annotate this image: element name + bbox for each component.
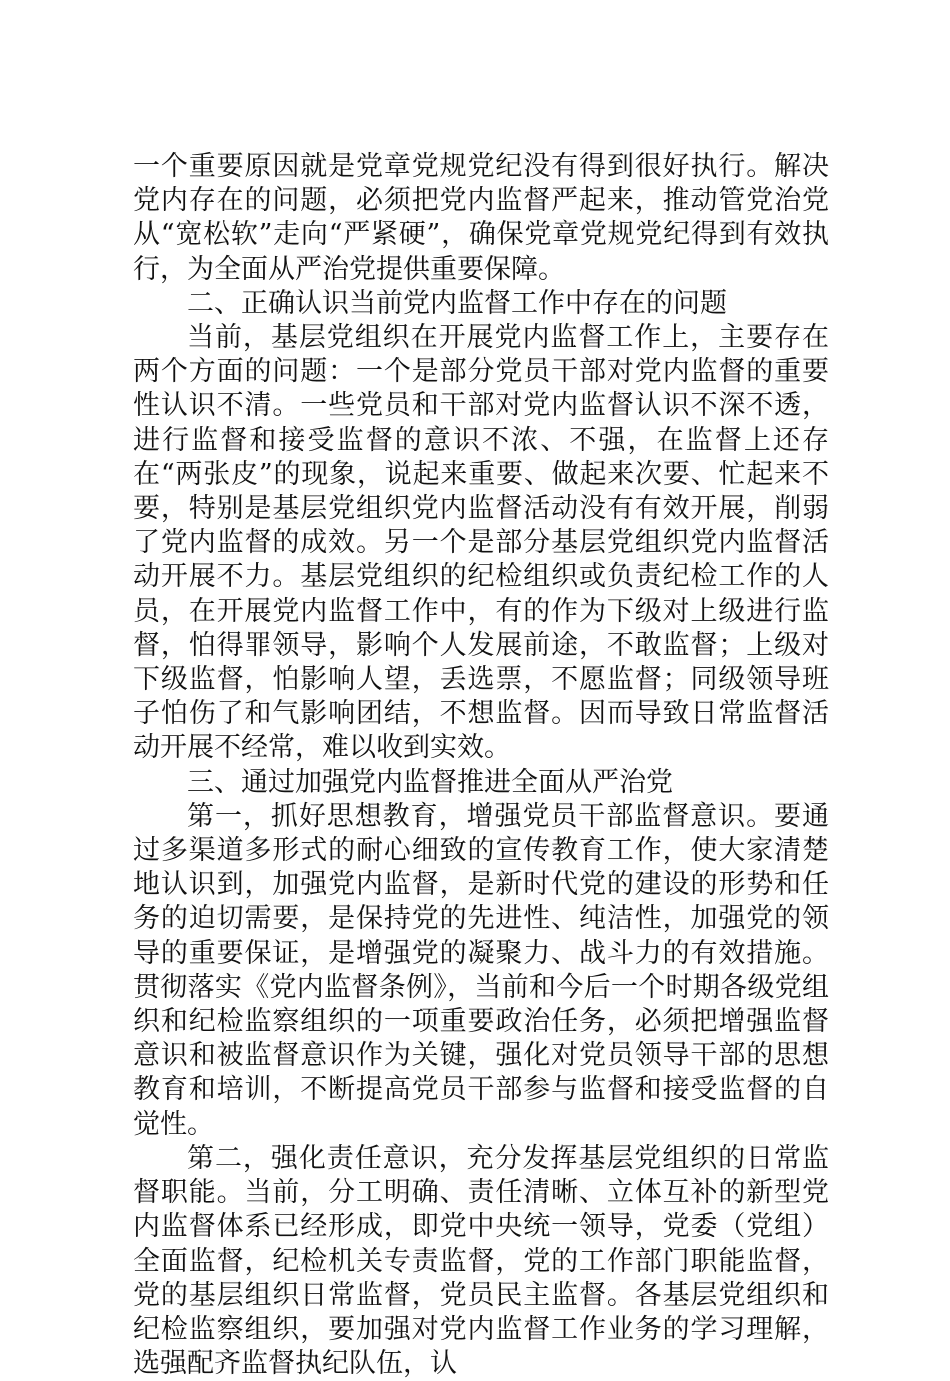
section-heading-3: 三、通过加强党内监督推进全面从严治党 xyxy=(187,766,673,798)
paragraph-second-measure: 第二，强化责任意识，充分发挥基层党组织的日常监督职能。当前，分工明确、责任清晰、立体互补的新型党内监督体系已经形成，即党中央统一领导，党委（党组）全面监督，纪检机关专责监督，党的工作部门职能监督，党的基层组织日常监督，党员民主监督。各基层党组织和纪检监察组织，要加强对党内监督工作业务的学习理解，选强配齐监督执纪队伍，认 xyxy=(133,1142,829,1380)
document-body xyxy=(133,150,829,1381)
section-heading-2: 二、正确认识当前党内监督工作中存在的问题 xyxy=(187,287,727,319)
paragraph-continuation: 一个重要原因就是党章党规党纪没有得到很好执行。解决党内存在的问题，必须把党内监督严起来，推动管党治党从“宽松软”走向“严紧硬”，确保党章党规党纪得到有效执行，为全面从严治党提供重要保障。 xyxy=(133,151,829,285)
paragraph-first-measure: 第一，抓好思想教育，增强党员干部监督意识。要通过多渠道多形式的耐心细致的宣传教育工作，使大家清楚地认识到，加强党内监督，是新时代党的建设的形势和任务的迫切需要，是保持党的先进性、纯洁性，加强党的领导的重要保证，是增强党的凝聚力、战斗力的有效措施。贯彻落实《党内监督条例》，当前和今后一个时期各级党组织和纪检监察组织的一项重要政治任务，必须把增强监督意识和被监督意识作为关键，强化对党员领导干部的思想教育和培训，不断提高党员干部参与监督和接受监督的自觉性。 xyxy=(133,800,829,1140)
paragraph-current-problems: 当前，基层党组织在开展党内监督工作上，主要存在两个方面的问题：一个是部分党员干部对党内监督的重要性认识不清。一些党员和干部对党内监督认识不深不透，进行监督和接受监督的意识不浓、不强，在监督上还存在“两张皮”的现象，说起来重要、做起来次要、忙起来不要，特别是基层党组织党内监督活动没有有效开展，削弱了党内监督的成效。另一个是部分基层党组织党内监督活动开展不力。基层党组织的纪检组织或负责纪检工作的人员，在开展党内监督工作中，有的作为下级对上级进行监督，怕得罪领导，影响个人发展前途，不敢监督；上级对下级监督，怕影响人望，丢选票，不愿监督；同级领导班子怕伤了和气影响团结，不想监督。因而导致日常监督活动开展不经常，难以收到实效。 xyxy=(133,322,829,764)
